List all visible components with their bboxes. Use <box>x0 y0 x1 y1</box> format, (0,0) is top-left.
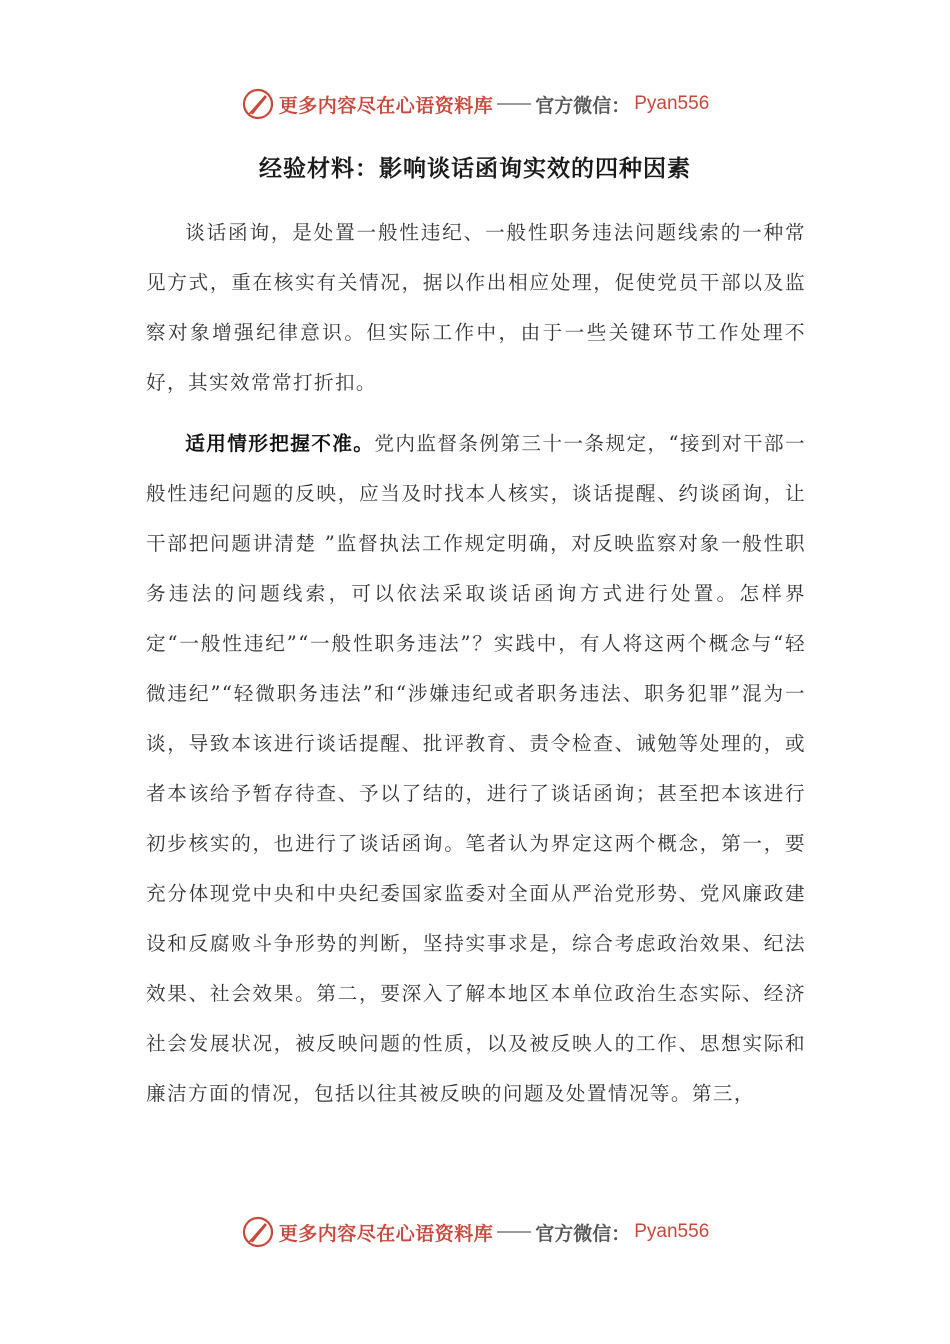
header-banner <box>0 84 950 124</box>
paragraph-body-text: 党内监督条例第三十一条规定，“接到对干部一般性违纪问题的反映，应当及时找本人核实，谈话提醒、约谈函询，让干部把问题讲清楚 ”监督执法工作规定明确，对反映监察对象一般性职务违法的问题线索，可以依法采取谈话函询方式进行处置。怎样界定“一般性违纪”“一般性职务违法”？实践中，有人将这两个概念与“轻微违纪”“轻微职务违法”和“涉嫌违纪或者职务违法、职务犯罪”混为一谈，导致本该进行谈话提醒、批评教育、责令检查、诫勉等处理的，或者本该给予暂存待查、予以了结的，进行了谈话函询；甚至把本该进行初步核实的，也进行了谈话函询。笔者认为界定这两个概念，第一，要充分体现党中央和中央纪委国家监委对全面从严治党形势、党风廉政建设和反腐败斗争形势的判断，坚持实事求是，综合考虑政治效果、纪法效果、社会效果。第二，要深入了解本地区本单位政治生态实际、经济社会发展状况，被反映问题的性质，以及被反映人的工作、思想实际和廉洁方面的情况，包括以往其被反映的问题及处置情况等。第三， <box>146 432 806 1105</box>
document-title: 经验材料：影响谈话函询实效的四种因素 <box>259 156 691 182</box>
banner-separator <box>497 1231 531 1233</box>
banner-wechat-id: Pyan556 <box>634 1221 710 1242</box>
banner-wechat-id: Pyan556 <box>634 93 710 114</box>
banner-main-text: 更多内容尽在心语资料库 <box>278 94 494 117</box>
document-body <box>146 208 806 1119</box>
banner-sub-text: 官方微信： <box>535 1222 631 1245</box>
paragraph-intro: 谈话函询，是处置一般性违纪、一般性职务违法问题线索的一种常见方式，重在核实有关情况，据以作出相应处理，促使党员干部以及监察对象增强纪律意识。但实际工作中，由于一些关键环节工作处理不好，其实效常常打折扣。 <box>146 221 806 394</box>
quill-seal-icon <box>241 1215 275 1249</box>
banner-separator <box>497 103 531 105</box>
paragraph-applicability <box>146 419 806 1119</box>
quill-seal-icon <box>241 87 275 121</box>
footer-banner <box>0 1212 950 1252</box>
banner-main-text: 更多内容尽在心语资料库 <box>278 1222 494 1245</box>
banner-sub-text: 官方微信： <box>535 94 631 117</box>
paragraph-lead-heading: 适用情形把握不准。 <box>185 432 375 455</box>
